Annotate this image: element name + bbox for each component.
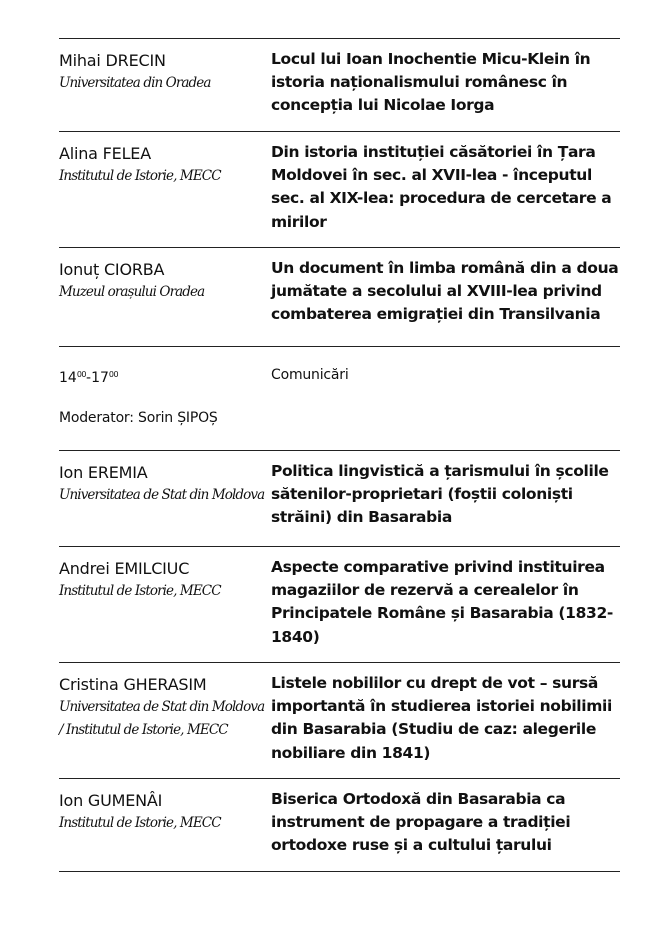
- speaker-cell: [59, 248, 271, 346]
- talk-cell: [271, 663, 620, 778]
- speaker-cell: [59, 779, 271, 871]
- session-time: $14^{00}-17^{00}$: [59, 370, 119, 386]
- talk-title: Biserica Ortodoxă din Basarabia ca instrument de propagare a tradiției ortodoxe ruse și a cultului țarului: [271, 790, 571, 855]
- session-label-cell: [271, 347, 620, 450]
- speaker-institution: Universitatea din Oradea: [59, 75, 211, 91]
- talk-cell: [271, 132, 620, 247]
- speaker-cell: [59, 451, 271, 546]
- program-entry: [59, 663, 620, 779]
- speaker-name: Ion GUMENÂI: [59, 791, 163, 810]
- speaker-institution: Institutul de Istorie, MECC: [59, 168, 221, 184]
- session-info: [59, 347, 271, 450]
- speaker-institution: Institutul de Istorie, MECC: [59, 815, 221, 831]
- speaker-name: Alina FELEA: [59, 144, 151, 163]
- talk-cell: [271, 248, 620, 346]
- speaker-name: Ion EREMIA: [59, 463, 148, 482]
- conference-program: [59, 38, 620, 872]
- program-entry: [59, 547, 620, 663]
- speaker-institution: Institutul de Istorie, MECC: [59, 583, 221, 599]
- talk-title: Aspecte comparative privind instituirea magaziilor de rezervă a cerealelor în Principatele Române și Basarabia (1832-1840): [271, 558, 613, 646]
- session-header: [59, 347, 620, 451]
- speaker-institution: Universitatea de Stat din Moldova / Institutul de Istorie, MECC: [59, 699, 265, 738]
- program-entry: [59, 39, 620, 132]
- speaker-cell: [59, 547, 271, 662]
- speaker-name: Cristina GHERASIM: [59, 675, 207, 694]
- talk-cell: [271, 779, 620, 871]
- speaker-cell: [59, 132, 271, 247]
- talk-cell: [271, 547, 620, 662]
- speaker-institution: Muzeul orașului Oradea: [59, 284, 205, 300]
- talk-title: Locul lui Ioan Inochentie Micu-Klein în istoria naționalismului românesc în concepția lui Nicolae Iorga: [271, 50, 591, 115]
- program-entry: [59, 451, 620, 547]
- talk-title: Din istoria instituției căsătoriei în Țara Moldovei în sec. al XVII-lea - începutul sec. al XIX-lea: procedura de cercetare a mirilor: [271, 143, 612, 231]
- program-entry: [59, 779, 620, 872]
- speaker-cell: [59, 663, 271, 778]
- talk-title: Politica lingvistică a țarismului în școlile sătenilor-proprietari (foștii coloniști străini) din Basarabia: [271, 462, 609, 527]
- talk-title: Listele nobililor cu drept de vot – sursă importantă în studierea istoriei nobilimii din Basarabia (Studiu de caz: alegerile nobiliare din 1841): [271, 674, 612, 762]
- speaker-name: Andrei EMILCIUC: [59, 559, 190, 578]
- session-moderator: Moderator: Sorin ȘIPOȘ: [59, 410, 218, 426]
- talk-cell: [271, 39, 620, 131]
- speaker-name: Mihai DRECIN: [59, 51, 166, 70]
- talk-cell: [271, 451, 620, 546]
- speaker-name: Ionuț CIORBA: [59, 260, 165, 279]
- session-label: Comunicări: [271, 367, 349, 383]
- talk-title: Un document în limba română din a doua jumătate a secolului al XVIII-lea privind combaterea emigrației din Transilvania: [271, 259, 619, 324]
- program-entry: [59, 248, 620, 347]
- speaker-institution: Universitatea de Stat din Moldova: [59, 487, 265, 503]
- program-entry: [59, 132, 620, 248]
- speaker-cell: [59, 39, 271, 131]
